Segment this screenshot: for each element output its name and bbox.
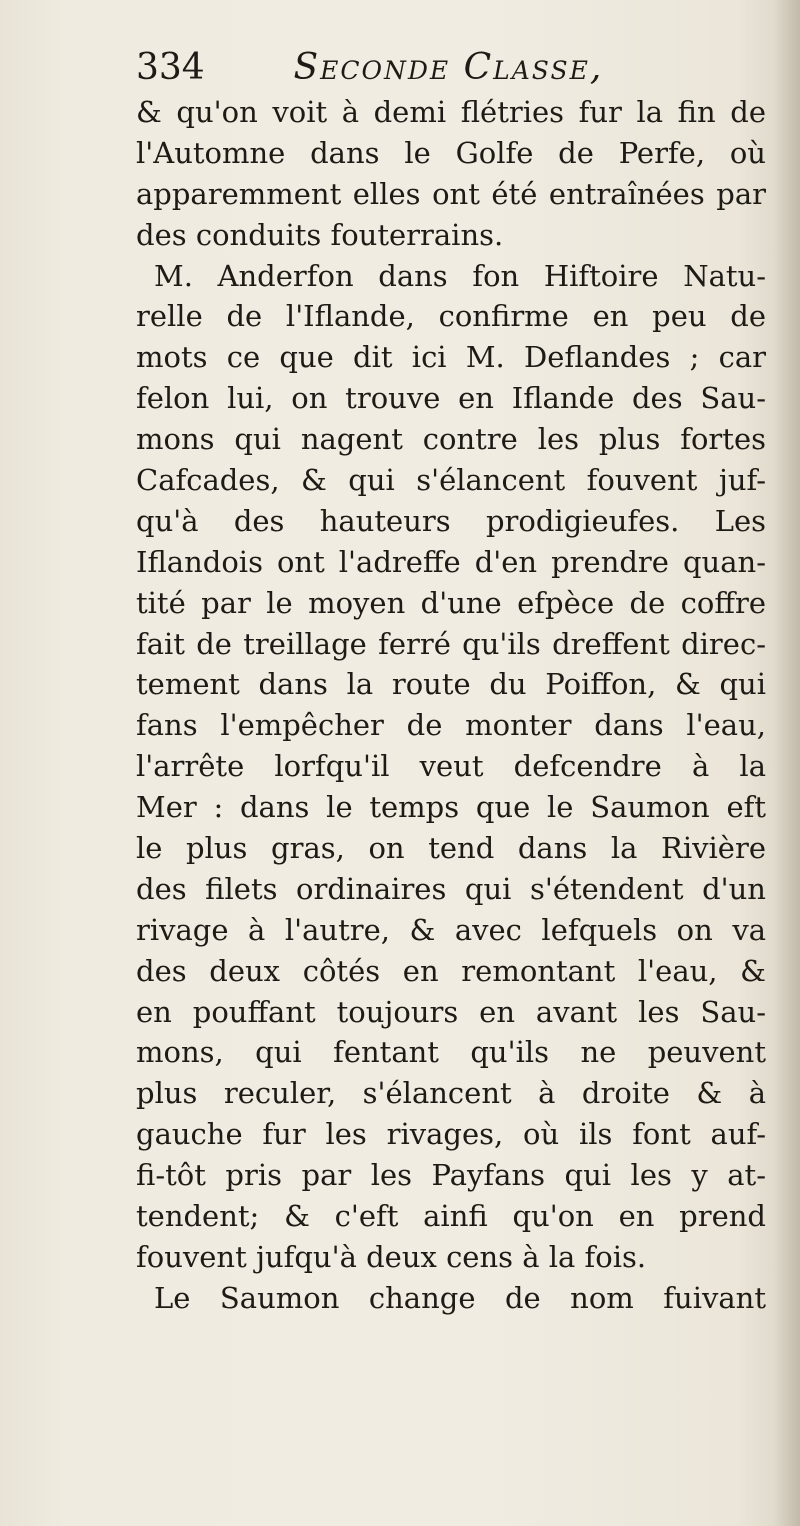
- text-line: tement dans la route du Poiffon, & qui: [136, 667, 766, 702]
- text-line: fans l'empêcher de monter dans l'eau,: [136, 708, 766, 743]
- text-line: le plus gras, on tend dans la Rivière: [136, 831, 766, 866]
- text-line: plus reculer, s'élancent à droite & à: [136, 1076, 766, 1111]
- text-line: Iflandois ont l'adreffe d'en prendre quan-: [136, 544, 766, 579]
- running-title: Seconde Classe,: [293, 47, 604, 88]
- text-line: tité par le moyen d'une efpèce de coffre: [136, 585, 766, 620]
- body-text: [136, 92, 766, 1319]
- text-line: des filets ordinaires qui s'étendent d'un: [136, 871, 766, 906]
- page-header: [136, 44, 752, 92]
- text-line: rivage à l'autre, & avec lefquels on va: [136, 912, 766, 947]
- text-line: tendent; & c'eft ainfi qu'on en prend: [136, 1199, 766, 1234]
- text-line: M. Anderfon dans fon Hiftoire Natu-: [154, 258, 766, 293]
- text-line: & qu'on voit à demi flétries fur la fin de: [136, 95, 766, 129]
- text-line: gauche fur les rivages, où ils font auf-: [136, 1117, 766, 1152]
- text-line: mons, qui fentant qu'ils ne peuvent: [136, 1035, 766, 1070]
- page-number: 334: [136, 47, 205, 88]
- text-line: Cafcades, & qui s'élancent fouvent juf-: [136, 463, 766, 498]
- text-line: Mer : dans le temps que le Saumon eft: [136, 790, 766, 825]
- text-line: des conduits fouterrains.: [136, 217, 504, 252]
- text-line: mons qui nagent contre les plus fortes: [136, 422, 766, 457]
- text-line: qu'à des hauteurs prodigieufes. Les: [136, 503, 766, 538]
- text-line: fait de treillage ferré qu'ils dreffent direc-: [136, 626, 766, 661]
- text-line: fi-tôt pris par les Payfans qui les y at-: [136, 1158, 766, 1193]
- text-line: apparemment elles ont été entraînées par: [136, 176, 766, 211]
- text-line: relle de l'Iflande, confirme en peu de: [136, 299, 766, 334]
- page-edge-shadow: [774, 0, 800, 1526]
- text-line: l'arrête lorfqu'il veut defcendre à la: [136, 749, 766, 784]
- text-line: des deux côtés en remontant l'eau, &: [136, 953, 766, 988]
- text-line: felon lui, on trouve en Iflande des Sau-: [136, 381, 766, 416]
- text-line: fouvent jufqu'à deux cens à la fois.: [136, 1239, 647, 1274]
- text-line: en pouffant toujours en avant les Sau-: [136, 994, 766, 1029]
- text-line: mots ce que dit ici M. Deflandes ; car: [136, 340, 766, 375]
- text-line: Le Saumon change de nom fuivant: [154, 1280, 766, 1315]
- text-line: l'Automne dans le Golfe de Perfe, où: [136, 135, 766, 170]
